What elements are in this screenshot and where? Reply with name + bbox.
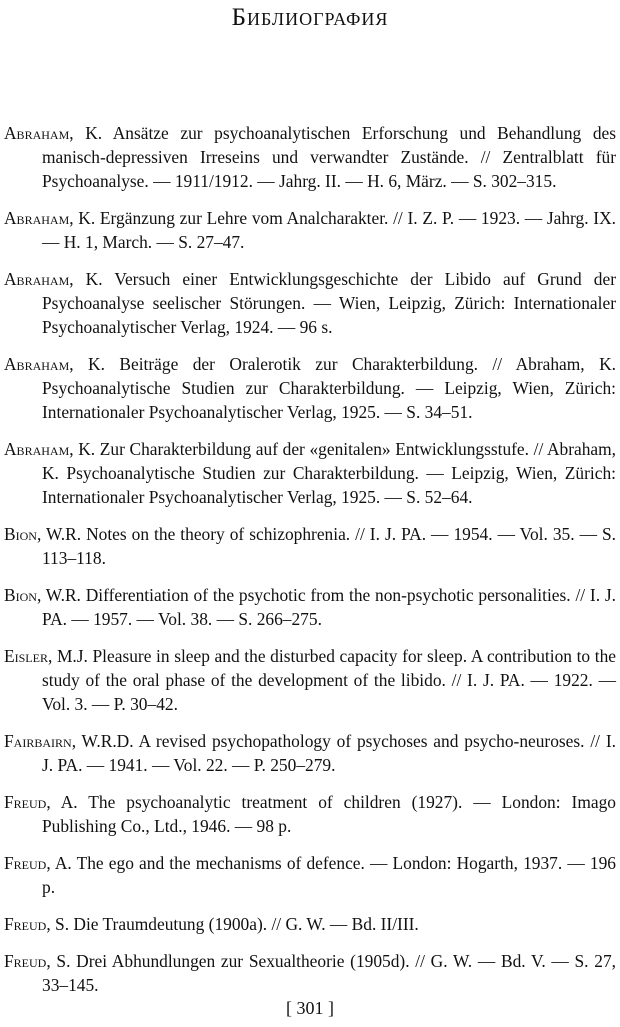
entry-author: Bion [4, 585, 37, 605]
bibliography-entry [4, 790, 616, 838]
entry-text: , K. Zur Charakterbildung auf der «genitalen» Entwicklungsstufe. // Abraham, K. Psychoanalytische Studien zur Charakterbildung. — Leipzig, Wien, Zürich: Internationaler Psychoanalytischer Verlag, 1925. — S. 52–64. [42, 439, 616, 507]
entry-author: Freud [4, 914, 47, 934]
entry-author: Freud [4, 792, 47, 812]
entry-text: , A. The psychoanalytic treatment of children (1927). — London: Imago Publishing Co., Ltd., 1946. — 98 p. [42, 792, 616, 836]
bibliography-entry [4, 912, 616, 936]
bibliography-entry [4, 949, 616, 997]
entry-text: , K. Beiträge der Oralerotik zur Charakterbildung. // Abraham, K. Psychoanalytische Studien zur Charakterbildung. — Leipzig, Wien, Zürich: Internationaler Psychoanalytischer Verlag, 1925. — S. 34–51. [42, 354, 616, 422]
entry-author: Abraham [4, 354, 70, 374]
bibliography-entry [4, 851, 616, 899]
bibliography-list [4, 121, 616, 1010]
bibliography-entry [4, 121, 616, 193]
entry-text: , S. Drei Abhundlungen zur Sexualtheorie (1905d). // G. W. — Bd. V. — S. 27, 33–145. [42, 951, 616, 995]
bibliography-entry [4, 437, 616, 509]
page-number: [ 301 ] [286, 998, 334, 1018]
entry-author: Eisler [4, 646, 48, 666]
entry-author: Abraham [4, 439, 70, 459]
entry-author: Freud [4, 951, 47, 971]
entry-text: , A. The ego and the mechanisms of defence. — London: Hogarth, 1937. — 196 p. [42, 853, 616, 897]
bibliography-entry [4, 267, 616, 339]
entry-author: Abraham [4, 123, 70, 143]
entry-author: Bion [4, 524, 37, 544]
bibliography-entry [4, 206, 616, 254]
entry-author: Abraham [4, 208, 70, 228]
page-title: Библиография [231, 4, 389, 31]
entry-author: Fairbairn [4, 731, 72, 751]
entry-text: , S. Die Traumdeutung (1900a). // G. W. — Bd. II/III. [46, 914, 419, 934]
bibliography-entry [4, 644, 616, 716]
bibliography-entry [4, 522, 616, 570]
entry-text: , K. Ergänzung zur Lehre vom Analcharakter. // I. Z. P. — 1923. — Jahrg. IX. — H. 1, March. — S. 27–47. [42, 208, 616, 252]
entry-text: , K. Versuch einer Entwicklungsgeschichte der Libido auf Grund der Psychoanalyse seelischer Störungen. — Wien, Leipzig, Zürich: Internationaler Psychoanalytischer Verlag, 1924. — 96 s. [42, 269, 616, 337]
entry-text: , W.R.D. A revised psychopathology of psychoses and psycho-neuroses. // I. J. PA. — 1941. — Vol. 22. — P. 250–279. [42, 731, 616, 775]
bibliography-entry [4, 583, 616, 631]
entry-text: , K. Ansätze zur psychoanalytischen Erforschung und Behandlung des manisch-depressiven Irreseins und verwandter Zustände. // Zentralblatt für Psychoanalyse. — 1911/1912. — Jahrg. II. — H. 6, März. — S. 302–315. [42, 123, 616, 191]
bibliography-entry [4, 729, 616, 777]
entry-text: , M.J. Pleasure in sleep and the disturbed capacity for sleep. A contribution to the study of the oral phase of the development of the libido. // I. J. PA. — 1922. — Vol. 3. — P. 30–42. [42, 646, 616, 714]
entry-text: , W.R. Differentiation of the psychotic from the non-psychotic personalities. // I. J. PA. — 1957. — Vol. 38. — S. 266–275. [36, 585, 616, 629]
entry-author: Freud [4, 853, 47, 873]
entry-author: Abraham [4, 269, 70, 289]
bibliography-entry [4, 352, 616, 424]
entry-text: , W.R. Notes on the theory of schizophrenia. // I. J. PA. — 1954. — Vol. 35. — S. 113–118. [36, 524, 616, 568]
